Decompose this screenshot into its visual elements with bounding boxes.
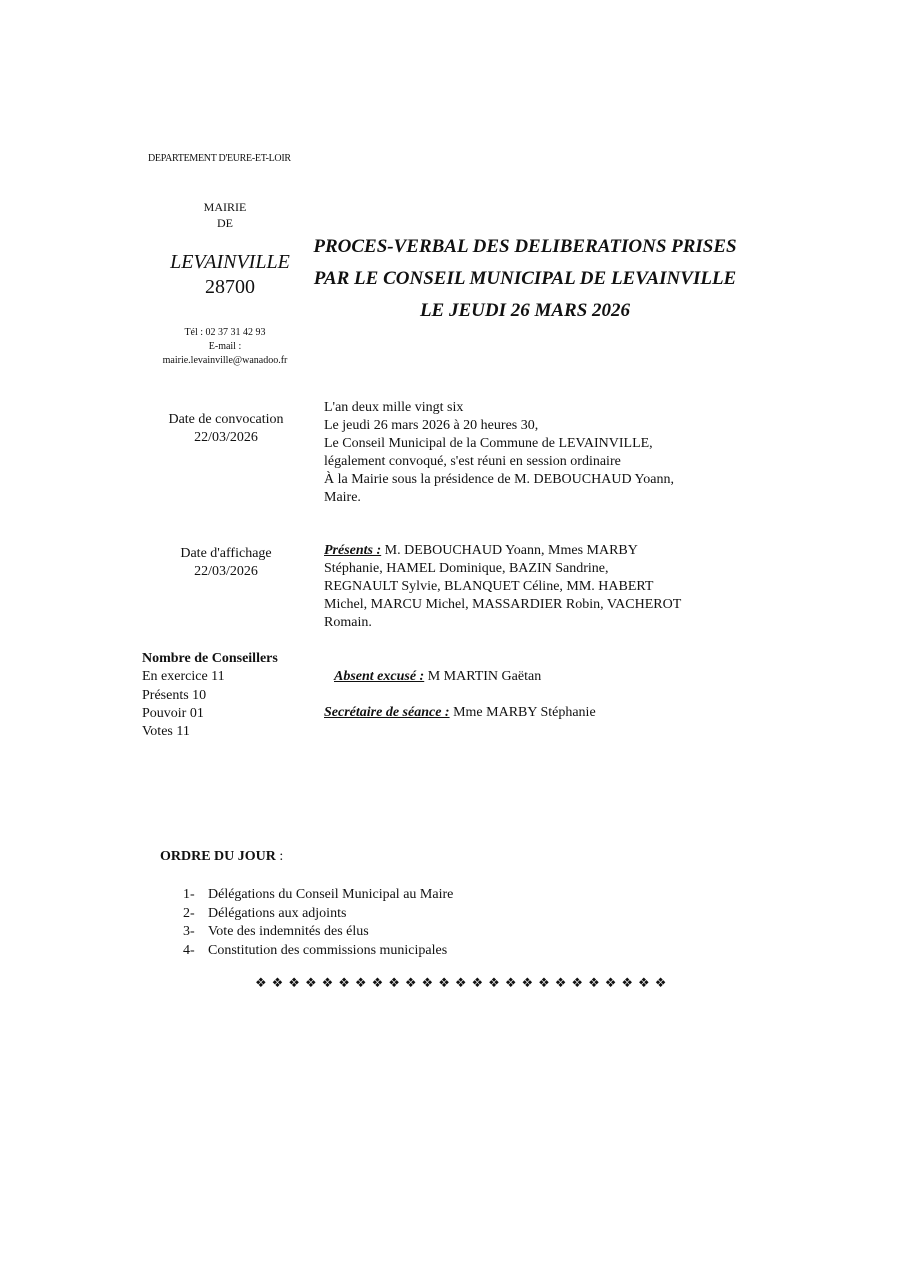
title-line2: PAR LE CONSEIL MUNICIPAL DE LEVAINVILLE bbox=[313, 268, 737, 289]
item-number: 4- bbox=[183, 942, 195, 958]
item-text: Vote des indemnités des élus bbox=[208, 924, 369, 939]
absent-label: Absent excusé : bbox=[334, 669, 425, 684]
count-exercice: En exercice 11 bbox=[142, 669, 225, 685]
title-line3: LE JEUDI 26 MARS 2026 bbox=[419, 300, 631, 321]
item-text: Constitution des commissions municipales bbox=[208, 942, 448, 958]
presents-text bbox=[324, 542, 744, 632]
count-presents: Présents 10 bbox=[142, 687, 207, 703]
convocation-label: Date de convocation bbox=[168, 412, 284, 427]
affichage-date-block bbox=[146, 545, 306, 581]
presents-label: Présents : bbox=[324, 543, 382, 558]
list-item bbox=[183, 942, 453, 961]
odj-title-text: ORDRE DU JOUR bbox=[160, 849, 276, 864]
title-line1: PROCES-VERBAL DES DELIBERATIONS PRISES bbox=[313, 236, 737, 257]
diamond-separator: ❖❖❖❖❖❖❖❖❖❖❖❖❖❖❖❖❖❖❖❖❖❖❖❖❖ bbox=[255, 975, 672, 990]
counts-header: Nombre de Conseillers bbox=[142, 651, 278, 666]
count-votes: Votes 11 bbox=[142, 724, 190, 740]
presents-first: M. DEBOUCHAUD Yoann, Mmes MARBY bbox=[381, 543, 638, 558]
item-text: Délégations aux adjoints bbox=[208, 905, 347, 921]
item-number: 1- bbox=[183, 887, 195, 902]
item-text: Délégations du Conseil Municipal au Maire bbox=[208, 887, 454, 902]
email: mairie.levainville@wanadoo.fr bbox=[162, 355, 288, 366]
convocation-date: 22/03/2026 bbox=[194, 430, 258, 445]
secretaire-label: Secrétaire de séance : bbox=[324, 705, 450, 720]
presents-line: Stéphanie, HAMEL Dominique, BAZIN Sandrine, bbox=[324, 561, 609, 576]
department-label: DEPARTEMENT D'EURE-ET-LOIR bbox=[148, 153, 291, 164]
secretaire-value: Mme MARBY Stéphanie bbox=[449, 705, 596, 720]
convocation-date-block bbox=[146, 411, 306, 447]
conseillers-counts bbox=[142, 650, 278, 741]
mairie-heading bbox=[175, 199, 275, 231]
item-number: 2- bbox=[183, 905, 195, 921]
convocation-line: Le jeudi 26 mars 2026 à 20 heures 30, bbox=[324, 418, 539, 433]
list-item bbox=[183, 886, 453, 905]
absent-line bbox=[334, 668, 754, 686]
list-item bbox=[183, 905, 453, 924]
mairie-line2: DE bbox=[217, 216, 233, 230]
secretaire-line bbox=[324, 704, 744, 722]
convocation-text bbox=[324, 399, 744, 507]
contact-block bbox=[150, 326, 300, 368]
mairie-line1: MAIRIE bbox=[203, 200, 247, 214]
ordre-du-jour-title bbox=[160, 849, 283, 865]
phone: Tél : 02 37 31 42 93 bbox=[184, 327, 266, 338]
ordre-du-jour-list bbox=[183, 886, 453, 960]
convocation-line: À la Mairie sous la présidence de M. DEBOUCHAUD Yoann, bbox=[324, 472, 674, 487]
affichage-label: Date d'affichage bbox=[180, 546, 272, 561]
postcode: 28700 bbox=[205, 276, 255, 298]
count-pouvoir: Pouvoir 01 bbox=[142, 705, 204, 721]
page-title bbox=[300, 231, 750, 327]
absent-value: M MARTIN Gaëtan bbox=[424, 669, 542, 684]
presents-line: Romain. bbox=[324, 615, 372, 630]
convocation-line: Maire. bbox=[324, 490, 361, 505]
odj-title-suffix: : bbox=[275, 849, 284, 864]
list-item bbox=[183, 923, 453, 942]
convocation-line: L'an deux mille vingt six bbox=[324, 400, 464, 415]
presents-line: REGNAULT Sylvie, BLANQUET Céline, MM. HABERT bbox=[324, 579, 654, 594]
presents-line: Michel, MARCU Michel, MASSARDIER Robin, VACHEROT bbox=[324, 597, 682, 612]
convocation-line: Le Conseil Municipal de la Commune de LEVAINVILLE, bbox=[324, 436, 653, 451]
affichage-date: 22/03/2026 bbox=[194, 564, 258, 579]
presents-first-line bbox=[324, 542, 744, 560]
email-label: E-mail : bbox=[208, 341, 242, 352]
commune-name: LEVAINVILLE bbox=[170, 251, 290, 273]
convocation-line: légalement convoqué, s'est réuni en session ordinaire bbox=[324, 454, 621, 469]
item-number: 3- bbox=[183, 924, 195, 939]
